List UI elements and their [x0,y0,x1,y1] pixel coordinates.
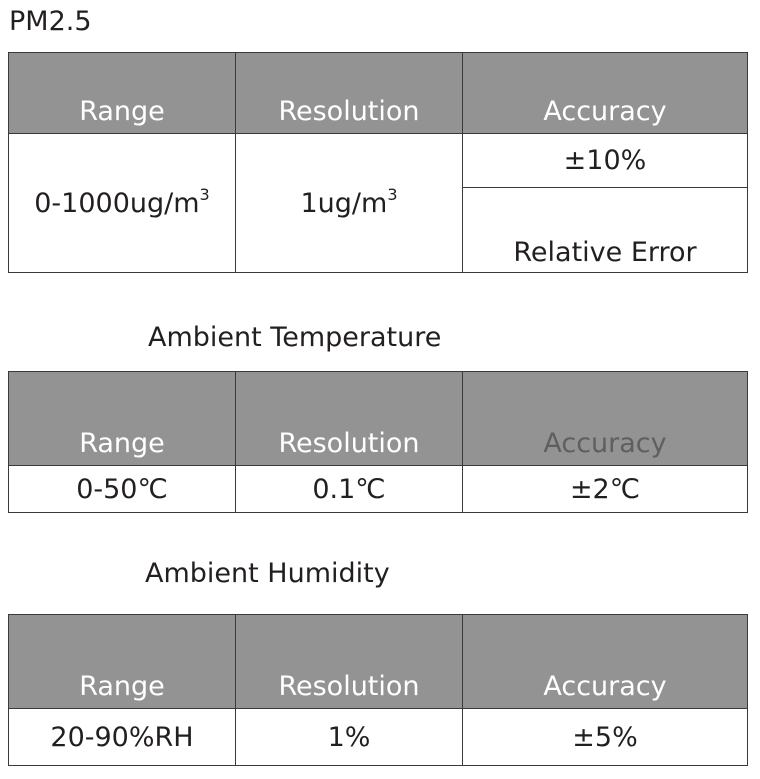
temperature-accuracy-value: ±2℃ [463,466,748,513]
pm25-range-cell [9,134,236,273]
temperature-value-row [9,466,748,513]
temperature-range-value: 0-50℃ [9,466,236,513]
pm25-accuracy-note: Relative Error [463,188,748,273]
temperature-resolution-value: 0.1℃ [236,466,463,513]
humidity-range-value: 20-90%RH [9,709,236,766]
pm25-accuracy-header: Accuracy [463,53,748,134]
pm25-resolution-header: Resolution [236,53,463,134]
humidity-header-row [9,615,748,709]
pm25-accuracy-value: ±10% [463,134,748,188]
pm25-resolution-value: 1ug/m [300,187,388,219]
humidity-spec-table [8,614,748,766]
temperature-title: Ambient Temperature [148,322,442,353]
humidity-accuracy-header: Accuracy [463,615,748,709]
pm25-range-superscript: 3 [199,184,210,204]
humidity-value-row [9,709,748,766]
temperature-spec-table [8,371,748,513]
humidity-resolution-value: 1% [236,709,463,766]
pm25-header-row [9,53,748,134]
pm25-value-row [9,134,748,188]
humidity-title: Ambient Humidity [145,558,390,589]
temperature-resolution-header: Resolution [236,372,463,466]
pm25-title: PM2.5 [9,6,92,37]
humidity-range-header: Range [9,615,236,709]
pm25-resolution-superscript: 3 [387,184,398,204]
humidity-accuracy-value: ±5% [463,709,748,766]
temperature-header-row [9,372,748,466]
pm25-resolution-cell [236,134,463,273]
humidity-resolution-header: Resolution [236,615,463,709]
pm25-spec-table [8,52,748,273]
temperature-range-header: Range [9,372,236,466]
pm25-range-header: Range [9,53,236,134]
pm25-range-value: 0-1000ug/m [34,187,200,219]
temperature-accuracy-header: Accuracy [463,372,748,466]
